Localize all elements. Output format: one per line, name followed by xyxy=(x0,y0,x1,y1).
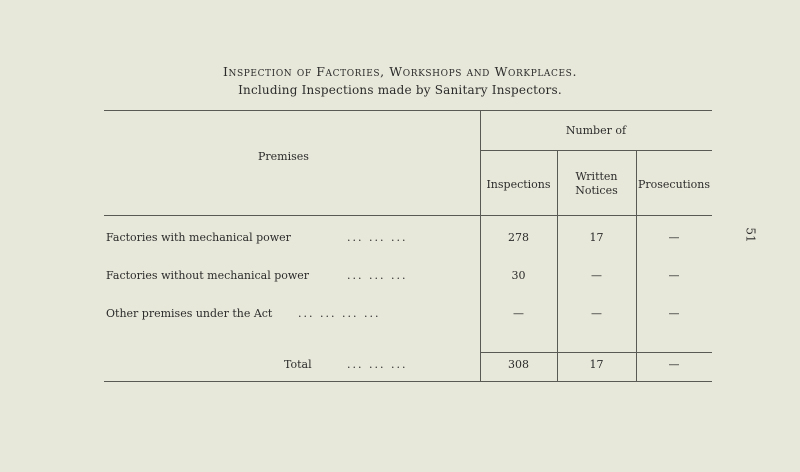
total-rule xyxy=(480,352,712,353)
row-inspections: — xyxy=(513,307,524,320)
row-label: Other premises under the Act xyxy=(106,307,273,320)
page-number: 51 xyxy=(743,227,758,243)
row-prosecutions: — xyxy=(668,269,680,282)
bottom-rule xyxy=(104,381,712,382)
row-notices: 17 xyxy=(589,231,604,244)
header-bottom-rule xyxy=(104,215,712,216)
total-prosecutions: — xyxy=(668,358,680,371)
prosecutions-header: Prosecutions xyxy=(638,178,710,191)
row-prosecutions: — xyxy=(668,307,680,320)
total-label: Total xyxy=(284,358,312,371)
group-underline xyxy=(480,150,712,151)
row-inspections: 278 xyxy=(508,231,529,244)
inspections-header: Inspections xyxy=(486,178,551,191)
row-notices: — xyxy=(591,307,602,320)
leader-dots: ... ... ... ... xyxy=(298,307,381,320)
row-prosecutions: — xyxy=(668,231,680,244)
top-rule xyxy=(104,110,712,111)
leader-dots: ... ... ... xyxy=(347,358,408,371)
table-title: Inspection of Factories, Workshops and Workplaces. xyxy=(222,64,578,79)
premises-header: Premises xyxy=(258,150,309,163)
table-subtitle: Including Inspections made by Sanitary Inspectors. xyxy=(238,83,562,97)
total-notices: 17 xyxy=(589,358,604,371)
row-notices: — xyxy=(591,269,602,282)
row-inspections: 30 xyxy=(511,269,526,282)
number-of-header: Number of xyxy=(565,124,627,137)
leader-dots: ... ... ... xyxy=(347,269,408,282)
leader-dots: ... ... ... xyxy=(347,231,408,244)
total-inspections: 308 xyxy=(508,358,529,371)
written-notices-header: Written Notices xyxy=(575,170,618,197)
col-divider-1 xyxy=(480,110,481,381)
row-label: Factories with mechanical power xyxy=(106,231,291,244)
row-label: Factories without mechanical power xyxy=(106,269,310,282)
